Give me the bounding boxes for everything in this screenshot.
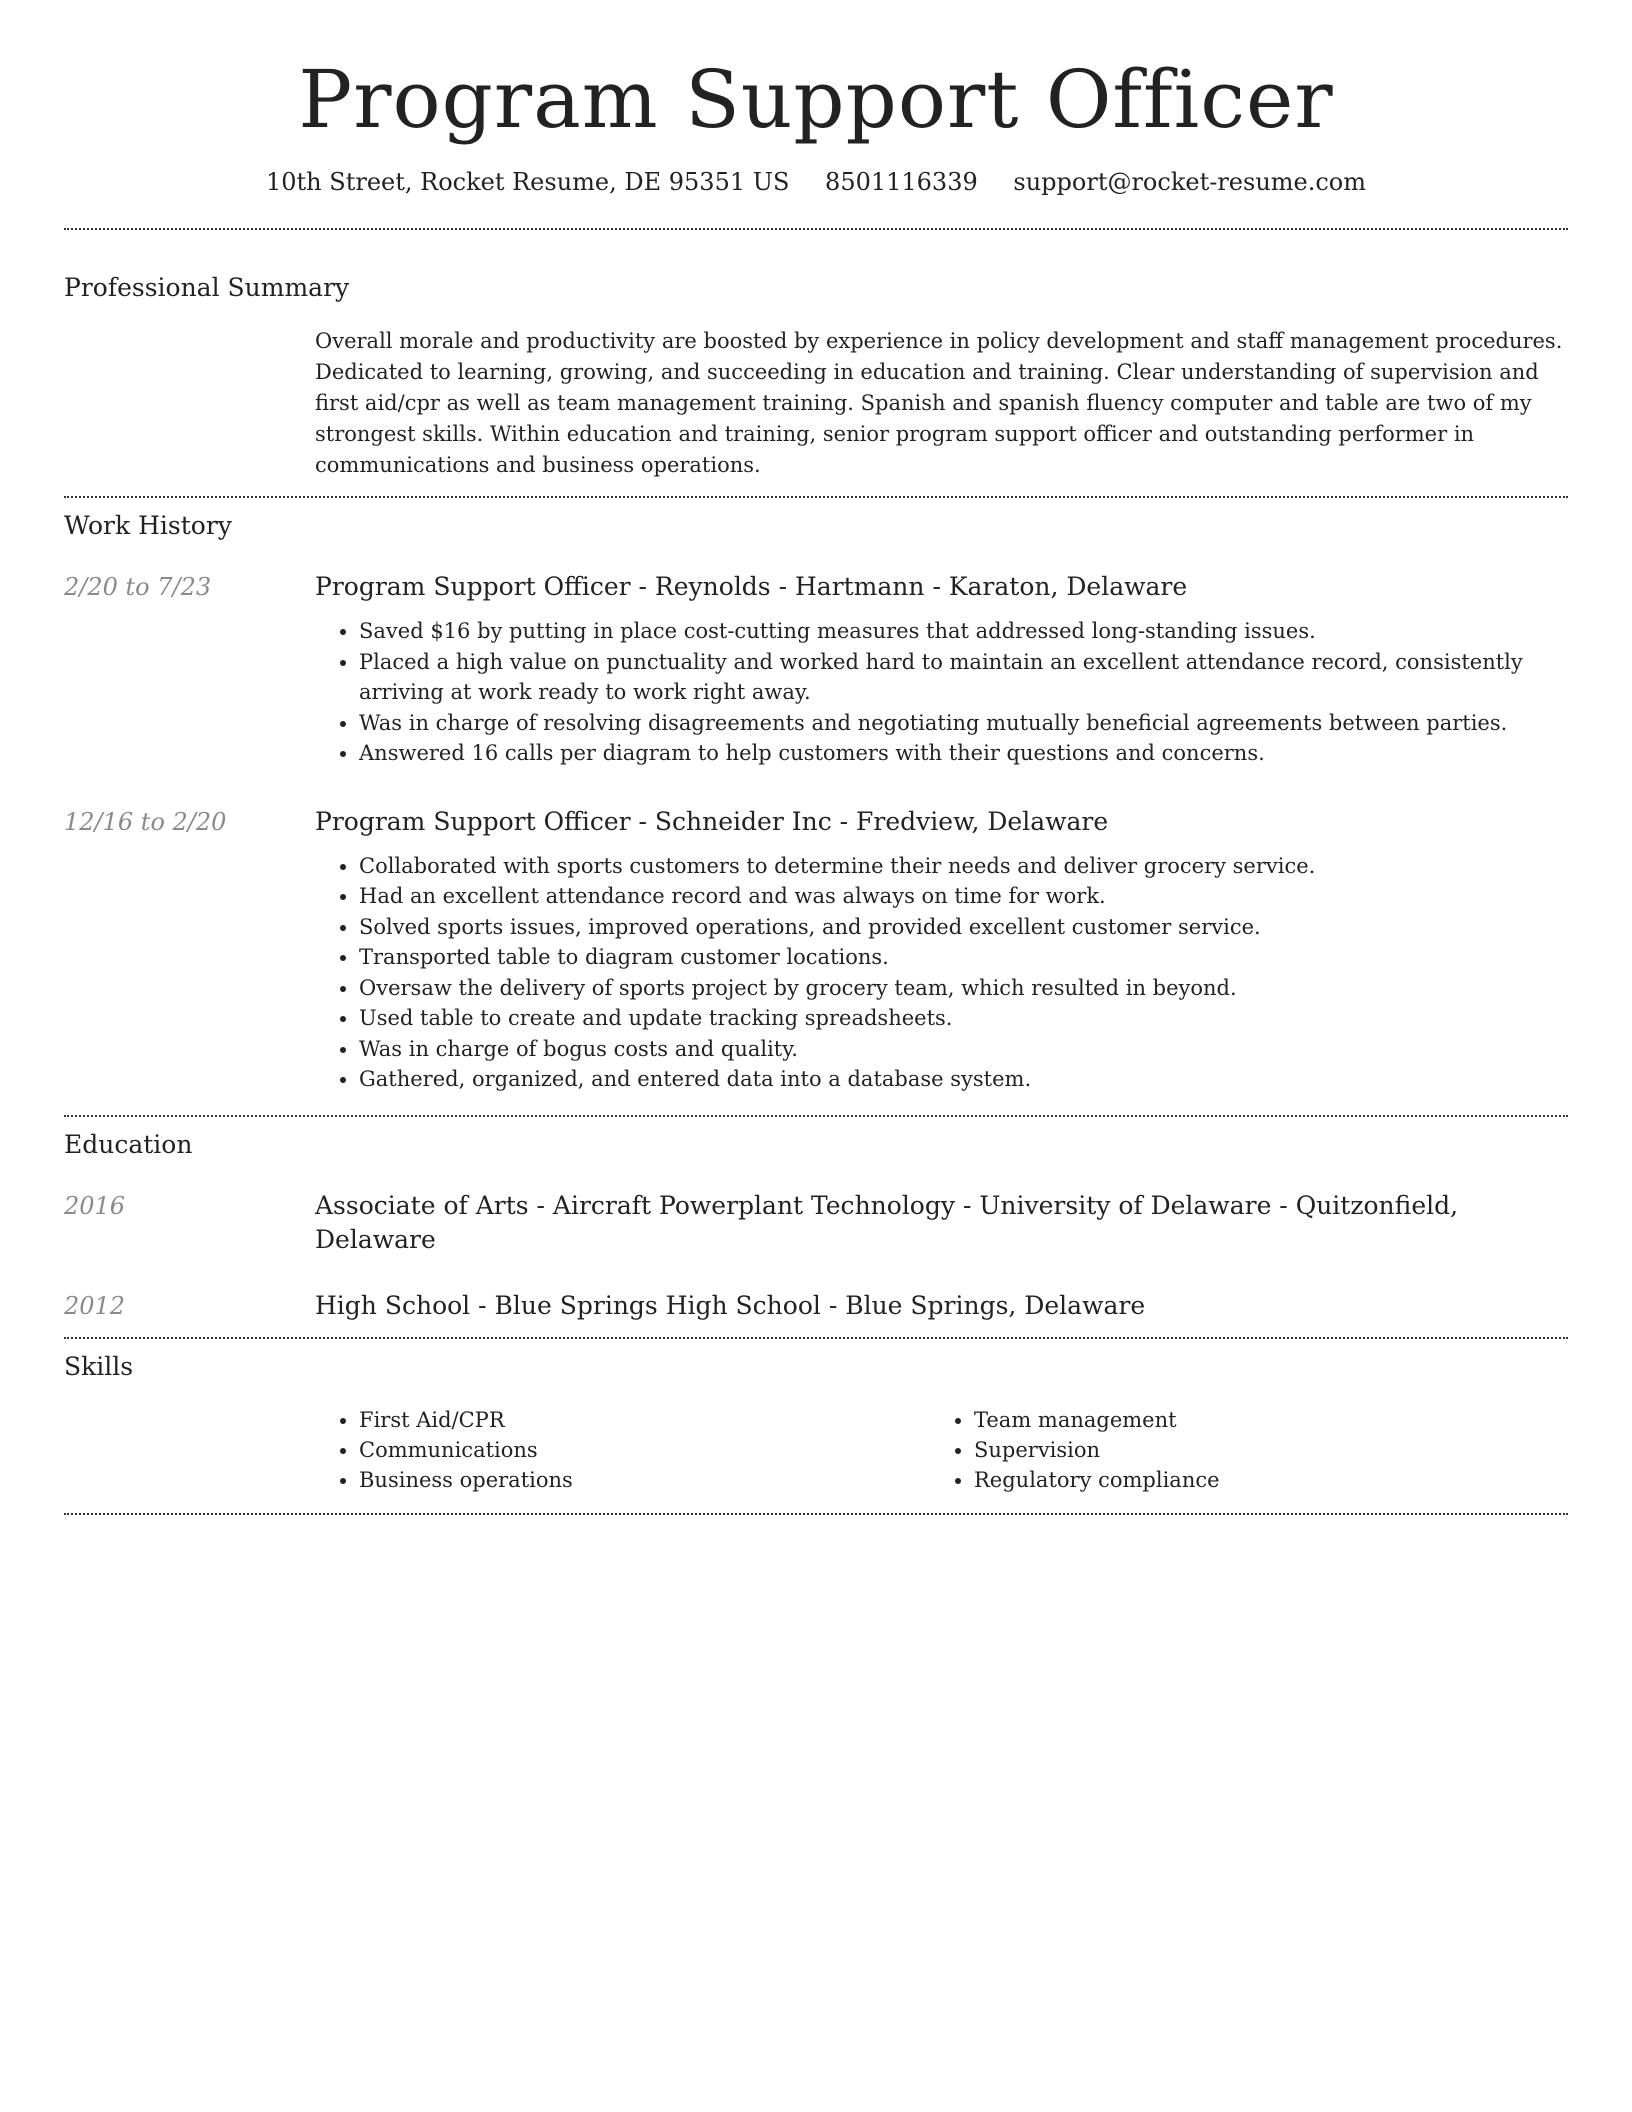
list-item: • Solved sports issues, improved operations, and provided excellent customer service. <box>359 912 1568 943</box>
list-item: • First Aid/CPR <box>359 1405 930 1435</box>
job-heading <box>315 570 1568 604</box>
list-item: • Answered 16 calls per diagram to help customers with their questions and concerns. <box>359 738 1568 769</box>
job-role: Program Support Officer <box>315 572 631 601</box>
education-degree: Associate of Arts - Aircraft Powerplant Technology <box>315 1190 955 1220</box>
job-entry <box>64 805 1568 1095</box>
list-item: • Was in charge of bogus costs and quality. <box>359 1034 1568 1065</box>
list-item: • Business operations <box>359 1465 930 1495</box>
list-item: • Used table to create and update tracking spreadsheets. <box>359 1003 1568 1034</box>
job-dates: 12/16 to 2/20 <box>64 807 227 836</box>
list-item: • Transported table to diagram customer locations. <box>359 942 1568 973</box>
education-year: 2016 <box>64 1191 126 1220</box>
list-item: • Gathered, organized, and entered data into a database system. <box>359 1064 1568 1095</box>
list-item: • Collaborated with sports customers to determine their needs and deliver grocery service. <box>359 851 1568 882</box>
skills-column-right <box>930 1405 1545 1495</box>
address-text: 10th Street, Rocket Resume, DE 95351 US <box>265 168 790 196</box>
education-details: - Blue Springs High School - Blue Springs, Delaware <box>470 1290 1146 1320</box>
work-section-title: Work History <box>64 511 232 540</box>
job-bullets <box>315 616 1568 769</box>
list-item: • Had an excellent attendance record and was always on time for work. <box>359 881 1568 912</box>
education-heading <box>315 1189 1568 1257</box>
education-heading <box>315 1289 1568 1323</box>
section-divider <box>64 496 1568 498</box>
section-divider <box>64 1115 1568 1117</box>
job-entry <box>64 570 1568 769</box>
summary-text: Overall morale and productivity are boosted by experience in policy development and staff management procedures. Dedicated to learning, growing, and succeeding in education and training. Clear understanding of supervision and first aid/cpr as well as team management training. Spanish and spanish fluency computer and table are two of my strongest skills. Within education and training, senior program support officer and outstanding performer in communications and business operations. <box>315 329 1563 477</box>
resume-page <box>64 0 1568 1515</box>
skills-section-title: Skills <box>64 1351 134 1381</box>
contact-line <box>64 166 1568 198</box>
phone-text: 8501116339 <box>825 168 978 196</box>
candidate-name: Program Support Officer <box>298 53 1334 146</box>
education-degree: High School <box>315 1290 471 1320</box>
list-item: • Was in charge of resolving disagreements and negotiating mutually beneficial agreements between parties. <box>359 708 1568 739</box>
job-bullets <box>315 851 1568 1095</box>
job-role: Program Support Officer <box>315 806 631 836</box>
list-item: • Team management <box>974 1405 1545 1435</box>
job-details: - Reynolds - Hartmann - Karaton, Delaware <box>630 572 1188 601</box>
list-item: • Supervision <box>974 1435 1545 1465</box>
email-link[interactable]: support@rocket-resume.com <box>1013 168 1367 196</box>
skills-list <box>315 1405 1568 1495</box>
education-year: 2012 <box>64 1291 126 1320</box>
job-details: - Schneider Inc - Fredview, Delaware <box>630 806 1109 836</box>
section-divider <box>64 1513 1568 1515</box>
list-item: • Communications <box>359 1435 930 1465</box>
education-entry <box>64 1289 1568 1323</box>
skills-column-left <box>315 1405 930 1495</box>
list-item: • Oversaw the delivery of sports project by grocery team, which resulted in beyond. <box>359 973 1568 1004</box>
list-item: • Saved $16 by putting in place cost-cutting measures that addressed long-standing issues. <box>359 616 1568 647</box>
education-section-title: Education <box>64 1129 193 1159</box>
section-divider <box>64 228 1568 230</box>
summary-section-title: Professional Summary <box>64 273 350 302</box>
job-dates: 2/20 to 7/23 <box>64 573 212 601</box>
job-heading <box>315 805 1568 839</box>
section-divider <box>64 1337 1568 1339</box>
education-entry <box>64 1189 1568 1257</box>
list-item: • Placed a high value on punctuality and worked hard to maintain an excellent attendance record, consistently arriving at work ready to work right away. <box>359 647 1568 708</box>
list-item: • Regulatory compliance <box>974 1465 1545 1495</box>
education-details: - University of Delaware - Quitzonfield, Delaware <box>315 1190 1459 1254</box>
